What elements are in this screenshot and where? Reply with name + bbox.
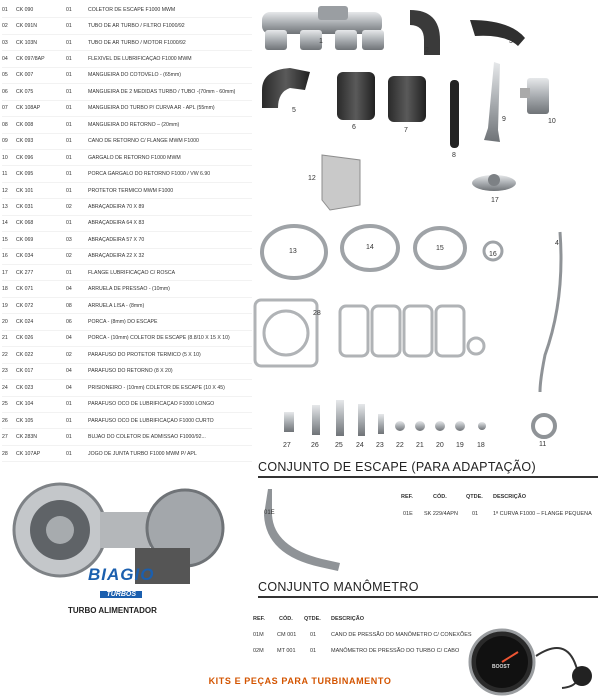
part-desc: PARAFUSO OCO DE LUBRIFICAÇÃO F1000 LONGO	[88, 401, 215, 408]
part-label-1: 1	[319, 38, 323, 45]
part-number: 04	[2, 56, 8, 63]
manometro-header-qtde: QTDE.	[304, 616, 321, 622]
part-number: 11	[2, 171, 8, 178]
part-qty: 01	[66, 434, 72, 441]
escape-row-cod: SK 229/4APN	[424, 511, 458, 517]
part-desc: MANGUEIRA DE 2 MEDIDAS TURBO / TUBO -(70mm - 60mm)	[88, 88, 236, 95]
part-label-8: 8	[452, 152, 456, 159]
brand-logo	[88, 566, 154, 601]
part-qty: 01	[66, 269, 72, 276]
part-label-2: 2	[425, 47, 429, 54]
part-number: 12	[2, 187, 8, 194]
part-label-18: 18	[477, 442, 485, 449]
part-qty: 01	[66, 121, 72, 128]
part-number: 17	[2, 269, 8, 276]
part-desc: ABRAÇADEIRA 70 X 89	[88, 203, 145, 210]
part-desc: TUBO DE AR TURBO / FILTRO F1000/92	[88, 23, 185, 30]
part-desc: PARAFUSO OCO DE LUBRIFICAÇÃO F1000 CURTO	[88, 417, 214, 424]
part-number: 22	[2, 351, 8, 358]
part-label-6: 6	[352, 124, 356, 131]
escape-header-desc: DESCRIÇÃO	[493, 494, 527, 500]
part-desc: PARAFUSO DO PROTETOR TÉRMICO (5 X 10)	[88, 351, 201, 358]
part-qty: 01	[66, 6, 72, 13]
part-number: 24	[2, 384, 8, 391]
part-code: CK 007	[16, 72, 34, 79]
part-code: CK 071	[16, 286, 34, 293]
part-label-24: 24	[356, 442, 364, 449]
gauge-text: BOOST	[492, 664, 510, 670]
brand-name: BIAGIO	[88, 565, 155, 584]
part-label-12: 12	[308, 175, 316, 182]
part-number: 10	[2, 154, 8, 161]
part-desc: PORCA - (10mm) COLETOR DE ESCAPE (8.8/10 X 15 X 10)	[88, 335, 230, 342]
part-desc: MANGUEIRA DO COTOVELO - (65mm)	[88, 72, 182, 79]
part-qty: 04	[66, 368, 72, 375]
part-label-14: 14	[366, 244, 374, 251]
manometro-row-1-cod: CM 001	[277, 632, 297, 638]
manometro-header-desc: DESCRIÇÃO	[331, 616, 365, 622]
part-code: CK 093	[16, 138, 34, 145]
part-number: 09	[2, 138, 8, 145]
part-desc: COLETOR DE ESCAPE F1000 MWM	[88, 6, 176, 13]
part-number: 25	[2, 401, 8, 408]
part-label-17: 17	[491, 197, 499, 204]
part-code: CK 072	[16, 302, 34, 309]
part-code: CK 008	[16, 121, 34, 128]
return-nut-part	[533, 415, 555, 437]
part-code: CK 105	[16, 417, 34, 424]
part-label-5: 5	[292, 107, 296, 114]
return-hose-part	[450, 80, 459, 148]
part-code: CK 108AP	[16, 105, 41, 112]
escape-row-ref: 01E	[403, 511, 413, 517]
part-label-01e: 01E	[264, 510, 275, 516]
part-desc: ABRAÇADEIRA 64 X 83	[88, 220, 145, 227]
manometro-row-2-desc: MANÔMETRO DE PRESSÃO DO TURBO C/ CABO	[331, 648, 460, 654]
part-qty: 01	[66, 154, 72, 161]
part-label-26: 26	[311, 442, 319, 449]
part-desc: GARGALO DE RETORNO F1000 MWM	[88, 154, 181, 161]
part-qty: 01	[66, 56, 72, 63]
part-code: CK 097/8AP	[16, 56, 45, 63]
part-label-7: 7	[404, 127, 408, 134]
part-desc: MANGUEIRA DO TURBO P/ CURVA AR - APL (55mm)	[88, 105, 215, 112]
part-label-22: 22	[396, 442, 404, 449]
part-qty: 04	[66, 384, 72, 391]
part-qty: 01	[66, 417, 72, 424]
part-number: 16	[2, 253, 8, 260]
elbow-hose-part	[262, 68, 310, 108]
part-qty: 02	[66, 253, 72, 260]
part-number: 13	[2, 203, 8, 210]
part-qty: 01	[66, 450, 72, 457]
part-qty: 02	[66, 351, 72, 358]
part-desc: BUJÃO DO COLETOR DE ADMISSÃO F1000/92...	[88, 434, 206, 441]
return-neck-part	[520, 78, 549, 114]
part-desc: ABRAÇADEIRA 57 X 70	[88, 236, 145, 243]
part-code: CK 107AP	[16, 450, 41, 457]
manometro-row-1-desc: CANO DE PRESSÃO DO MANÔMETRO C/ CONEXÕES	[331, 632, 472, 638]
part-desc: PRISIONEIRO - (10mm) COLETOR DE ESCAPE (10 X 45)	[88, 384, 225, 391]
part-qty: 01	[66, 105, 72, 112]
part-label-27: 27	[283, 442, 291, 449]
part-number: 23	[2, 368, 8, 375]
part-number: 19	[2, 302, 8, 309]
part-code: CK 017	[16, 368, 34, 375]
lube-flexible-line-part	[540, 232, 561, 392]
part-qty: 01	[66, 187, 72, 194]
part-code: CK 026	[16, 335, 34, 342]
escape-header-cod: CÓD.	[433, 494, 447, 500]
part-number: 14	[2, 220, 8, 227]
part-desc: PROTETOR TÉRMICO MWM F1000	[88, 187, 174, 194]
escape-header-ref: REF.	[401, 494, 413, 500]
manometro-row-1-ref: 01M	[253, 632, 264, 638]
manometro-row-2-ref: 02M	[253, 648, 264, 654]
part-qty: 01	[66, 401, 72, 408]
manometro-section-title: CONJUNTO MANÔMETRO	[258, 580, 419, 594]
part-label-25: 25	[335, 442, 343, 449]
manometro-row-2-qtde: 01	[310, 648, 317, 654]
part-code: CK 101	[16, 187, 34, 194]
part-qty: 02	[66, 203, 72, 210]
part-number: 26	[2, 417, 8, 424]
part-qty: 01	[66, 171, 72, 178]
part-code: CK 068	[16, 220, 34, 227]
part-number: 18	[2, 286, 8, 293]
part-code: CK 034	[16, 253, 34, 260]
part-code: CK 095	[16, 171, 34, 178]
part-qty: 01	[66, 138, 72, 145]
part-qty: 04	[66, 335, 72, 342]
part-qty: 06	[66, 319, 72, 326]
part-number: 08	[2, 121, 8, 128]
part-qty: 01	[66, 39, 72, 46]
part-code: CK 283N	[16, 434, 38, 441]
part-code: CK 022	[16, 351, 34, 358]
part-label-10: 10	[548, 118, 556, 125]
hardware-parts	[284, 400, 486, 436]
part-label-21: 21	[416, 442, 424, 449]
hose-two-sizes-part	[337, 72, 375, 120]
part-qty: 01	[66, 220, 72, 227]
divider	[258, 596, 598, 598]
part-code: CK 069	[16, 236, 34, 243]
part-label-4: 4	[555, 240, 559, 247]
escape-section-title: CONJUNTO DE ESCAPE (PARA ADAPTAÇÃO)	[258, 460, 536, 474]
part-qty: 08	[66, 302, 72, 309]
part-label-19: 19	[456, 442, 464, 449]
part-code: CK 091N	[16, 23, 38, 30]
part-desc: PORCA GARGALO DO RETORNO F1000 / VW 6.90	[88, 171, 211, 178]
part-code: CK 090	[16, 6, 34, 13]
turbo-caption: TURBO ALIMENTADOR	[68, 606, 157, 615]
part-code: CK 096	[16, 154, 34, 161]
part-label-13: 13	[289, 248, 297, 255]
lube-flange-part	[472, 174, 516, 191]
manometro-row-1-qtde: 01	[310, 632, 317, 638]
exhaust-curve-part	[262, 485, 352, 575]
part-desc: CANO DE RETORNO C/ FLANGE MWM F1000	[88, 138, 199, 145]
part-desc: ARRUELA DE PRESSÃO - (10mm)	[88, 286, 170, 293]
manometro-header-cod: CÓD.	[279, 616, 293, 622]
part-number: 01	[2, 6, 8, 13]
part-label-20: 20	[436, 442, 444, 449]
part-number: 21	[2, 335, 8, 342]
part-qty: 01	[66, 88, 72, 95]
part-desc: FLEXÍVEL DE LUBRIFICAÇÃO F1000 MWM	[88, 56, 192, 63]
part-qty: 01	[66, 23, 72, 30]
part-number: 02	[2, 23, 8, 30]
part-desc: TUBO DE AR TURBO / MOTOR F1000/92	[88, 39, 186, 46]
escape-row-desc: 1ª CURVA F1000 – FLANGE PEQUENA	[493, 511, 592, 517]
part-number: 28	[2, 450, 8, 457]
divider	[258, 476, 598, 478]
part-number: 05	[2, 72, 8, 79]
part-desc: ARRUELA LISA - (8mm)	[88, 302, 145, 309]
part-desc: PORCA - (8mm) DO ESCAPE	[88, 319, 158, 326]
part-desc: PARAFUSO DO RETORNO (8 X 20)	[88, 368, 173, 375]
return-pipe-part	[484, 62, 500, 142]
part-number: 15	[2, 236, 8, 243]
part-code: CK 024	[16, 319, 34, 326]
exhaust-manifold-part	[262, 6, 384, 50]
escape-header-qtde: QTDE.	[466, 494, 483, 500]
part-code: CK 103N	[16, 39, 38, 46]
part-number: 03	[2, 39, 8, 46]
part-code: CK 075	[16, 88, 34, 95]
part-number: 27	[2, 434, 8, 441]
part-label-11: 11	[539, 441, 547, 448]
part-desc: ABRAÇADEIRA 22 X 32	[88, 253, 145, 260]
part-code: CK 104	[16, 401, 34, 408]
part-number: 06	[2, 88, 8, 95]
escape-row-qtde: 01	[472, 511, 479, 517]
part-code: CK 023	[16, 384, 34, 391]
escape-section-header	[258, 458, 598, 478]
part-desc: JOGO DE JUNTA TURBO F1000 MWM P/ APL	[88, 450, 197, 457]
manometro-section-header	[258, 578, 598, 598]
part-code: CK 031	[16, 203, 34, 210]
part-desc: MANGUEIRA DO RETORNO – (20mm)	[88, 121, 180, 128]
gasket-set-part	[255, 300, 484, 366]
part-code: CK 277	[16, 269, 34, 276]
part-desc: FLANGE LUBRIFICAÇÃO C/ ROSCA	[88, 269, 176, 276]
part-label-9: 9	[502, 116, 506, 123]
manometro-header-ref: REF.	[253, 616, 265, 622]
part-number: 07	[2, 105, 8, 112]
brand-sub: TURBOS	[100, 591, 142, 598]
manometro-row-2-cod: MT 001	[277, 648, 296, 654]
part-label-15: 15	[436, 245, 444, 252]
air-tube-motor-part	[470, 20, 525, 46]
heat-shield-part	[322, 155, 360, 210]
part-label-3: 3	[509, 38, 513, 45]
footer-tagline: KITS E PEÇAS PARA TURBINAMENTO	[208, 676, 392, 686]
part-qty: 01	[66, 72, 72, 79]
part-label-23: 23	[376, 442, 384, 449]
part-label-28: 28	[313, 310, 321, 317]
part-qty: 04	[66, 286, 72, 293]
part-number: 20	[2, 319, 8, 326]
part-qty: 03	[66, 236, 72, 243]
part-label-16: 16	[489, 251, 497, 258]
turbo-hose-part	[388, 76, 426, 122]
